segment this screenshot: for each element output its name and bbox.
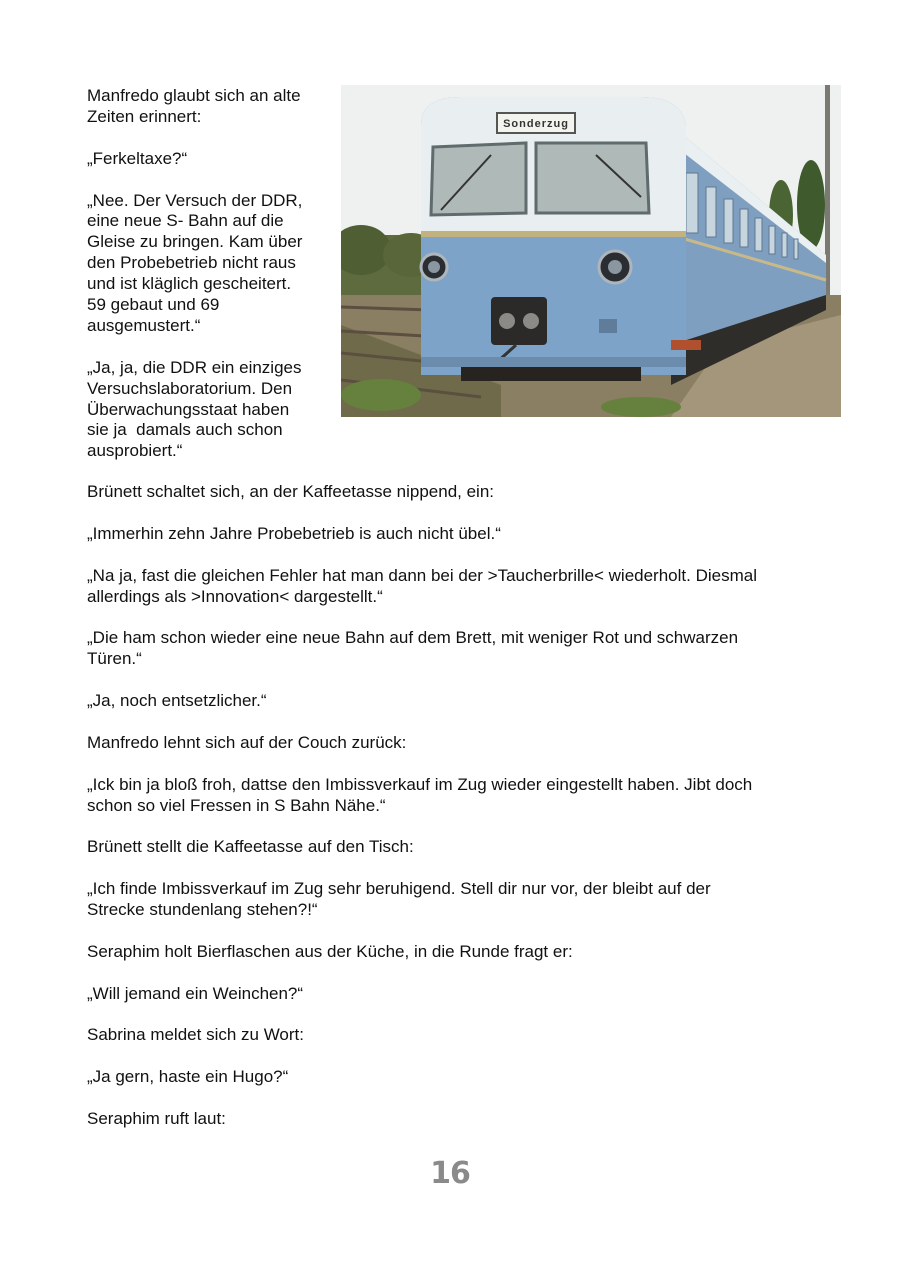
paragraph: „Will jemand ein Weinchen?“ xyxy=(87,983,304,1003)
paragraph: „Ich finde Imbissverkauf im Zug sehr beruhigend. Stell dir nur vor, der bleibt auf der Strecke stundenlang stehen?!“ xyxy=(87,879,711,919)
paragraph: Brünett stellt die Kaffeetasse auf den Tisch: xyxy=(87,837,414,857)
main-text-column xyxy=(87,482,817,1130)
paragraph: Sabrina meldet sich zu Wort: xyxy=(87,1025,304,1045)
paragraph: Seraphim ruft laut: xyxy=(87,1108,226,1128)
paragraph: „Ja, noch entsetzlicher.“ xyxy=(87,691,267,710)
page-number: 16 xyxy=(430,1156,470,1191)
paragraph: „Na ja, fast die gleichen Fehler hat man dann bei der >Taucherbrille< wiederholt. Diesmal allerdings als >Innovation< dargestellt.“ xyxy=(87,565,757,606)
paragraph: „Ja gern, haste ein Hugo?“ xyxy=(87,1067,289,1087)
paragraph: Seraphim holt Bierflaschen aus der Küche, in die Runde fragt er: xyxy=(87,941,573,961)
paragraph: „Ja, ja, die DDR ein einziges Versuchslaboratorium. Den Überwachungsstaat haben sie ja damals auch schon ausprobiert.“ xyxy=(87,357,302,461)
paragraph: „Ick bin ja bloß froh, dattse den Imbissverkauf im Zug wieder eingestellt haben. Jibt doch schon so viel Fressen in S Bahn Nähe.“ xyxy=(87,774,753,815)
destination-sign-text: Sonderzug xyxy=(503,118,569,130)
train-photo xyxy=(341,85,841,417)
paragraph: Brünett schaltet sich, an der Kaffeetasse nippend, ein: xyxy=(87,482,495,501)
paragraph: „Nee. Der Versuch der DDR, eine neue S- Bahn auf die Gleise zu bringen. Kam über den Probebetrieb nicht raus und ist kläglich gescheitert. 59 gebaut und 69 ausgemustert.“ xyxy=(87,190,303,335)
paragraph: Manfredo lehnt sich auf der Couch zurück: xyxy=(87,732,407,752)
paragraph: Manfredo glaubt sich an alte Zeiten erinnert: xyxy=(87,86,301,126)
paragraph: „Die ham schon wieder eine neue Bahn auf dem Brett, mit weniger Rot und schwarzen Türen.“ xyxy=(87,628,739,669)
left-text-column xyxy=(87,86,327,462)
paragraph: „Immerhin zehn Jahre Probebetrieb is auch nicht übel.“ xyxy=(87,523,501,543)
paragraph: „Ferkeltaxe?“ xyxy=(87,148,188,168)
